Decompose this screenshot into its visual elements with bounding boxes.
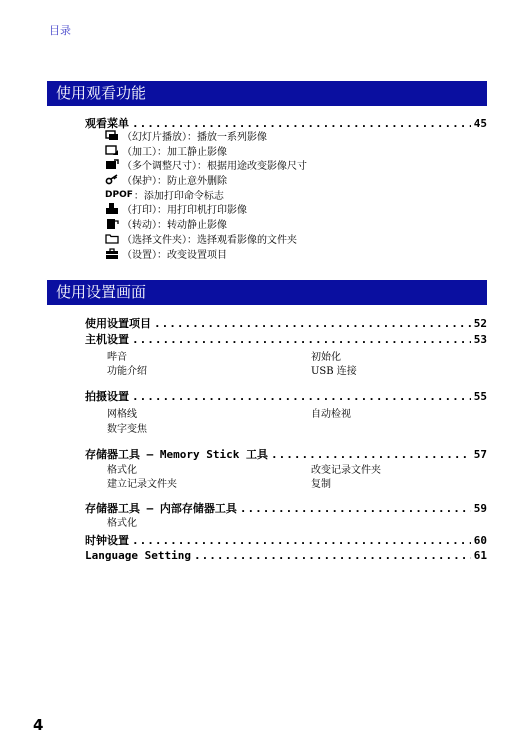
leader-dots [271, 448, 471, 461]
slideshow-icon [105, 130, 119, 141]
section-header-viewing: 使用观看功能 [47, 81, 487, 106]
leader-dots [194, 549, 471, 562]
toolbox-icon [105, 248, 119, 259]
item-text: ：添加打印命令标志 [133, 191, 224, 202]
item-text: （打印）：用打印机打印影像 [122, 205, 247, 216]
toc-entry-main-settings[interactable] [85, 331, 487, 347]
sub-item: 网格线 [107, 409, 137, 420]
menu-item-folder [105, 231, 297, 246]
retouch-icon [105, 145, 119, 156]
sub-item: 格式化 [107, 465, 137, 476]
sub-item: 哔音 [107, 352, 127, 363]
entry-title: Language Setting [85, 549, 191, 562]
entry-title: 拍摄设置 [85, 390, 129, 403]
sub-item: 自动检视 [311, 409, 351, 420]
entry-title: 时钟设置 [85, 534, 129, 547]
item-text: （转动）：转动静止影像 [122, 220, 227, 231]
toc-entry-shooting-settings[interactable] [85, 388, 487, 404]
leader-dots [240, 502, 471, 515]
leader-dots [154, 317, 471, 330]
entry-title: 观看菜单 [85, 117, 129, 130]
entry-page: 52 [473, 317, 487, 330]
menu-item-rotate [105, 216, 227, 231]
toc-link[interactable]: 目录 [49, 24, 71, 37]
entry-page: 61 [473, 549, 487, 562]
leader-dots [132, 390, 471, 403]
menu-item-setup [105, 246, 227, 261]
item-text: （多个调整尺寸）：根据用途改变影像尺寸 [122, 161, 307, 172]
entry-page: 60 [473, 534, 487, 547]
item-text: （选择文件夹）：选择观看影像的文件夹 [122, 235, 297, 246]
entry-page: 55 [473, 390, 487, 403]
entry-title: 存储器工具 — Memory Stick 工具 [85, 448, 268, 461]
entry-page: 57 [473, 448, 487, 461]
section-header-setup: 使用设置画面 [47, 280, 487, 305]
sub-item: USB 连接 [311, 366, 357, 377]
sub-item: 初始化 [311, 352, 341, 363]
item-text: （加工）：加工静止影像 [122, 147, 227, 158]
folder-icon [105, 233, 119, 244]
entry-title: 存储器工具 — 内部存储器工具 [85, 502, 237, 515]
sub-item: 数字变焦 [107, 424, 147, 435]
sub-item: 建立记录文件夹 [107, 479, 177, 490]
entry-title: 使用设置项目 [85, 317, 151, 330]
toc-entry-clock-settings[interactable] [85, 532, 487, 548]
entry-page: 45 [473, 117, 487, 130]
leader-dots [132, 333, 471, 346]
leader-dots [132, 534, 471, 547]
protect-key-icon [105, 174, 119, 185]
entry-page: 59 [473, 502, 487, 515]
print-icon [105, 203, 119, 214]
sub-item: 格式化 [107, 518, 137, 529]
item-text: （保护）：防止意外删除 [122, 176, 227, 187]
toc-entry-language-setting[interactable] [85, 549, 487, 562]
menu-item-dpof [105, 187, 224, 202]
sub-item: 功能介绍 [107, 366, 147, 377]
menu-item-print [105, 201, 247, 216]
menu-item-slideshow [105, 128, 267, 143]
sub-item: 复制 [311, 479, 331, 490]
entry-title: 主机设置 [85, 333, 129, 346]
multi-resize-icon [105, 159, 119, 170]
toc-entry-internal-memory-tools[interactable] [85, 500, 487, 516]
menu-item-multi-resize [105, 157, 307, 172]
item-text: （幻灯片播放）：播放一系列影像 [122, 132, 267, 143]
toc-entry-memory-stick-tools[interactable] [85, 446, 487, 462]
rotate-icon [105, 218, 119, 229]
toc-entry-using-setup-items[interactable] [85, 315, 487, 331]
entry-page: 53 [473, 333, 487, 346]
menu-item-retouch [105, 143, 227, 158]
sub-item: 改变记录文件夹 [311, 465, 381, 476]
menu-item-protect [105, 172, 227, 187]
dpof-icon: DPOF [105, 189, 133, 200]
item-text: （设置）：改变设置项目 [122, 250, 227, 261]
page-number: 4 [33, 716, 44, 734]
